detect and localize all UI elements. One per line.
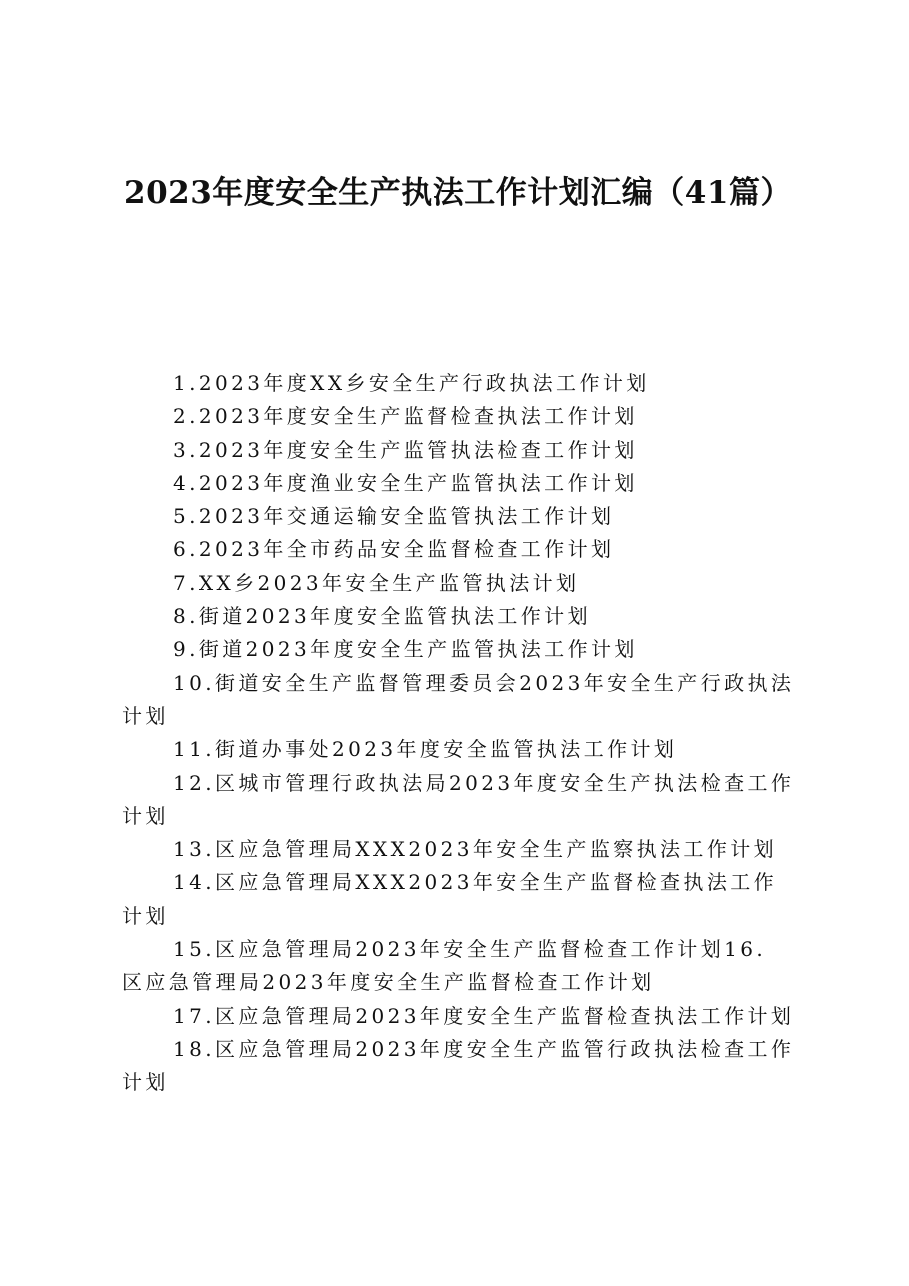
toc-item: 3.2023年度安全生产监管执法检查工作计划 [173, 437, 638, 462]
toc-item: 1.2023年度XX乡安全生产行政执法工作计划 [173, 371, 650, 395]
toc-item: 10.街道安全生产监督管理委员会2023年安全生产行政执法计划 [122, 670, 795, 728]
toc-item: 15.区应急管理局2023年安全生产监督检查工作计划16. 区应急管理局2023年度安全生产监督检查工作计划 [122, 937, 767, 995]
table-of-contents [122, 367, 798, 1100]
toc-item: 4.2023年度渔业安全生产监管执法工作计划 [173, 470, 638, 495]
toc-item: 13.区应急管理局XXX2023年安全生产监察执法工作计划 [173, 837, 778, 862]
toc-item: 18.区应急管理局2023年度安全生产监管行政执法检查工作计划 [122, 1036, 795, 1095]
toc-item: 17.区应急管理局2023年度安全生产监督检查执法工作计划 [173, 1003, 795, 1028]
toc-item: 5.2023年交通运输安全监管执法工作计划 [173, 504, 615, 529]
toc-item: 8.街道2023年度安全监管执法工作计划 [173, 604, 591, 629]
toc-item: 11.街道办事处2023年度安全监管执法工作计划 [173, 737, 678, 762]
toc-item: 6.2023年全市药品安全监督检查工作计划 [173, 537, 615, 562]
document-title: 2023年度安全生产执法工作计划汇编（41篇） [124, 175, 792, 211]
toc-item: 7.XX乡2023年安全生产监管执法计划 [173, 570, 580, 595]
toc-item: 12.区城市管理行政执法局2023年度安全生产执法检查工作计划 [122, 770, 795, 828]
toc-item: 14.区应急管理局XXX2023年安全生产监督检查执法工作计划 [122, 870, 778, 928]
toc-item: 9.街道2023年度安全生产监管执法工作计划 [173, 637, 638, 662]
toc-item: 2.2023年度安全生产监督检查执法工作计划 [173, 404, 638, 429]
